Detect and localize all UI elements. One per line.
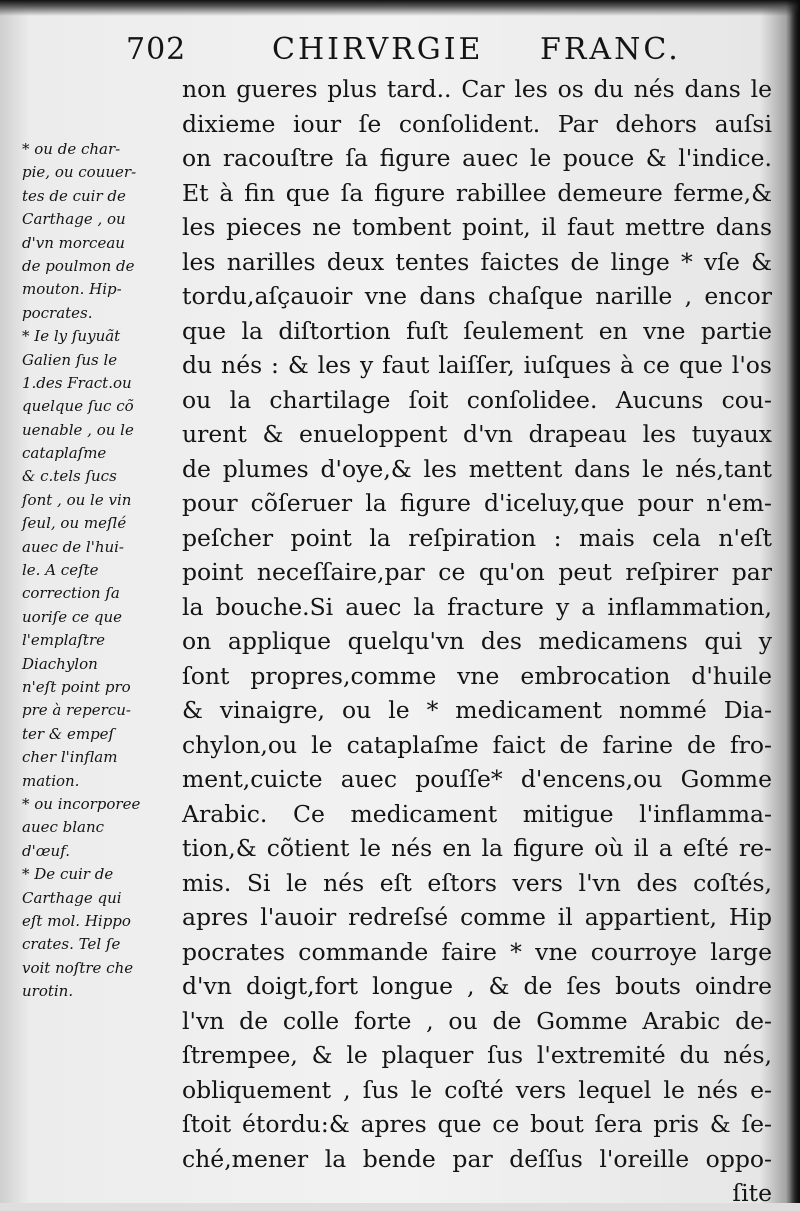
body-line: ſite	[732, 1179, 772, 1207]
body-line: pocrates commande faire * vne courroye large	[182, 937, 772, 966]
margin-note-line: ſont , ou le vin	[22, 490, 132, 509]
margin-note-line: cher l'inflam	[22, 748, 118, 767]
margin-note-line: pocrates.	[22, 303, 93, 322]
body-line: les narilles deux tentes faictes de linge * vſe &	[182, 247, 772, 276]
margin-note-line: Carthage qui	[22, 888, 122, 907]
margin-note-line: mation.	[22, 771, 80, 790]
body-line: ché,mener la bende par deſſus l'oreille oppo-	[182, 1144, 772, 1173]
page-header	[0, 30, 800, 70]
body-line: chylon,ou le cataplaſme faict de farine de fro-	[182, 730, 772, 759]
margin-note-line: urotin.	[22, 982, 74, 1001]
body-line: tordu,aſçauoir vne dans chaſque narille , encor	[182, 282, 772, 310]
margin-note-line: uoriſe ce que	[22, 607, 123, 626]
margin-note-line: correction ſa	[22, 584, 120, 603]
margin-note-line: d'vn morceau	[22, 233, 125, 252]
margin-note-line: auec de l'hui-	[22, 537, 125, 556]
margin-note-line: Carthage , ou	[22, 210, 126, 229]
margin-note-line: voit noſtre che	[22, 958, 134, 977]
body-line: les pieces ne tombent point, il faut mettre dans	[182, 213, 772, 241]
body-line: obliquement , ſus le coſté vers lequel le nés e-	[182, 1075, 772, 1104]
body-line: de plumes d'oye,& les mettent dans le nés,tant	[182, 454, 772, 483]
margin-note-line: de poulmon de	[22, 256, 135, 275]
body-line: la bouche.Si auec la fracture y a inflammation,	[182, 592, 772, 621]
body-line: dixieme iour ſe conſolident. Par dehors auſsi	[182, 109, 772, 138]
body-line: ſtoit étordu:& apres que ce bout ſera pris & ſe-	[182, 1110, 772, 1138]
margin-note-line: Galien ſus le	[22, 350, 118, 369]
margin-note-line: le. A ceſte	[22, 561, 99, 580]
margin-note-line: * ou incorporee	[22, 794, 141, 813]
margin-note-line: * ou de char-	[22, 140, 121, 158]
page-top-shadow	[0, 0, 800, 16]
body-line: Et à fin que ſa figure rabillee demeure ferme,&	[182, 178, 772, 207]
body-line: on racouſtre ſa figure auec le pouce & l'indice.	[182, 144, 772, 172]
margin-note-line: ter & empeſ	[22, 724, 115, 743]
margin-note-line: d'œuf.	[22, 841, 71, 860]
body-line: on applique quelqu'vn des medicamens qui y	[182, 627, 772, 655]
body-line: point neceſſaire,par ce qu'on peut reſpirer par	[182, 558, 772, 586]
margin-note-line: * Ie ly ſuyuãt	[22, 327, 121, 346]
body-line: tion,& cõtient le nés en la figure où il a eſté re-	[182, 834, 772, 862]
body-line: d'vn doigt,fort longue , & de ſes bouts oindre	[182, 972, 772, 1000]
body-text	[182, 72, 772, 1211]
body-line: pour cõſeruer la figure d'iceluy,que pour n'em-	[182, 489, 772, 517]
body-line: peſcher point la reſpiration : mais cela n'eſt	[182, 523, 772, 552]
body-line: non gueres plus tard.. Car les os du nés dans le	[182, 75, 772, 103]
running-head-subtitle: FRANC.	[540, 32, 681, 67]
margin-note-line: ſeul, ou meſlé	[22, 514, 127, 533]
body-line: ſont propres,comme vne embrocation d'huile	[182, 661, 772, 690]
body-line: mis. Si le nés eſt eſtors vers l'vn des coſtés,	[182, 868, 772, 897]
page-gutter-shadow	[786, 0, 800, 1203]
margin-note-line: * De cuir de	[22, 865, 114, 884]
body-line: apres l'auoir redreſsé comme il appartient, Hip	[182, 903, 772, 931]
margin-note-line: l'emplaſtre	[22, 631, 105, 650]
margin-note-line: uenable , ou le	[22, 420, 134, 439]
margin-note-line: 1.des Fract.ou	[22, 373, 132, 392]
body-line: ſtrempee, & le plaquer ſus l'extremité du nés,	[182, 1041, 772, 1069]
margin-note-line: auec blanc	[22, 818, 105, 837]
body-line: & vinaigre, ou le * medicament nommé Dia-	[182, 696, 772, 724]
margin-note-line: tes de cuir de	[22, 186, 126, 205]
running-head-title: CHIRVRGIE	[272, 32, 484, 67]
body-line: du nés : & les y faut laiſſer, iuſques à ce que l'os	[182, 351, 772, 379]
body-line: que la diſtortion fuſt ſeulement en vne partie	[182, 316, 772, 345]
body-line: ment,cuicte auec pouſſe* d'encens,ou Gomme	[182, 765, 772, 793]
margin-note-line: crates. Tel ſe	[22, 935, 121, 954]
body-line: urent & enueloppent d'vn drapeau les tuyaux	[182, 420, 772, 448]
margin-note-line: pie, ou couuer-	[22, 163, 137, 182]
page-number: 702	[126, 32, 187, 67]
margin-note-line: eſt mol. Hippo	[22, 911, 131, 930]
body-line: l'vn de colle forte , ou de Gomme Arabic de-	[182, 1006, 772, 1035]
margin-note-line: n'eſt point pro	[22, 677, 131, 696]
margin-note-line: Diachylon	[22, 654, 98, 673]
margin-note-line: cataplaſme	[22, 444, 107, 463]
margin-notes	[22, 138, 178, 1003]
margin-note-line: pre à repercu-	[22, 701, 131, 720]
body-line: Arabic. Ce medicament mitigue l'inflamma-	[182, 799, 772, 828]
margin-note-line: quelque ſuc cõ	[22, 397, 134, 416]
margin-note-line: mouton. Hip-	[22, 280, 122, 299]
body-line: ou la chartilage ſoit conſolidee. Aucuns cou-	[182, 385, 772, 414]
margin-note-line: & c.tels ſucs	[22, 467, 117, 486]
